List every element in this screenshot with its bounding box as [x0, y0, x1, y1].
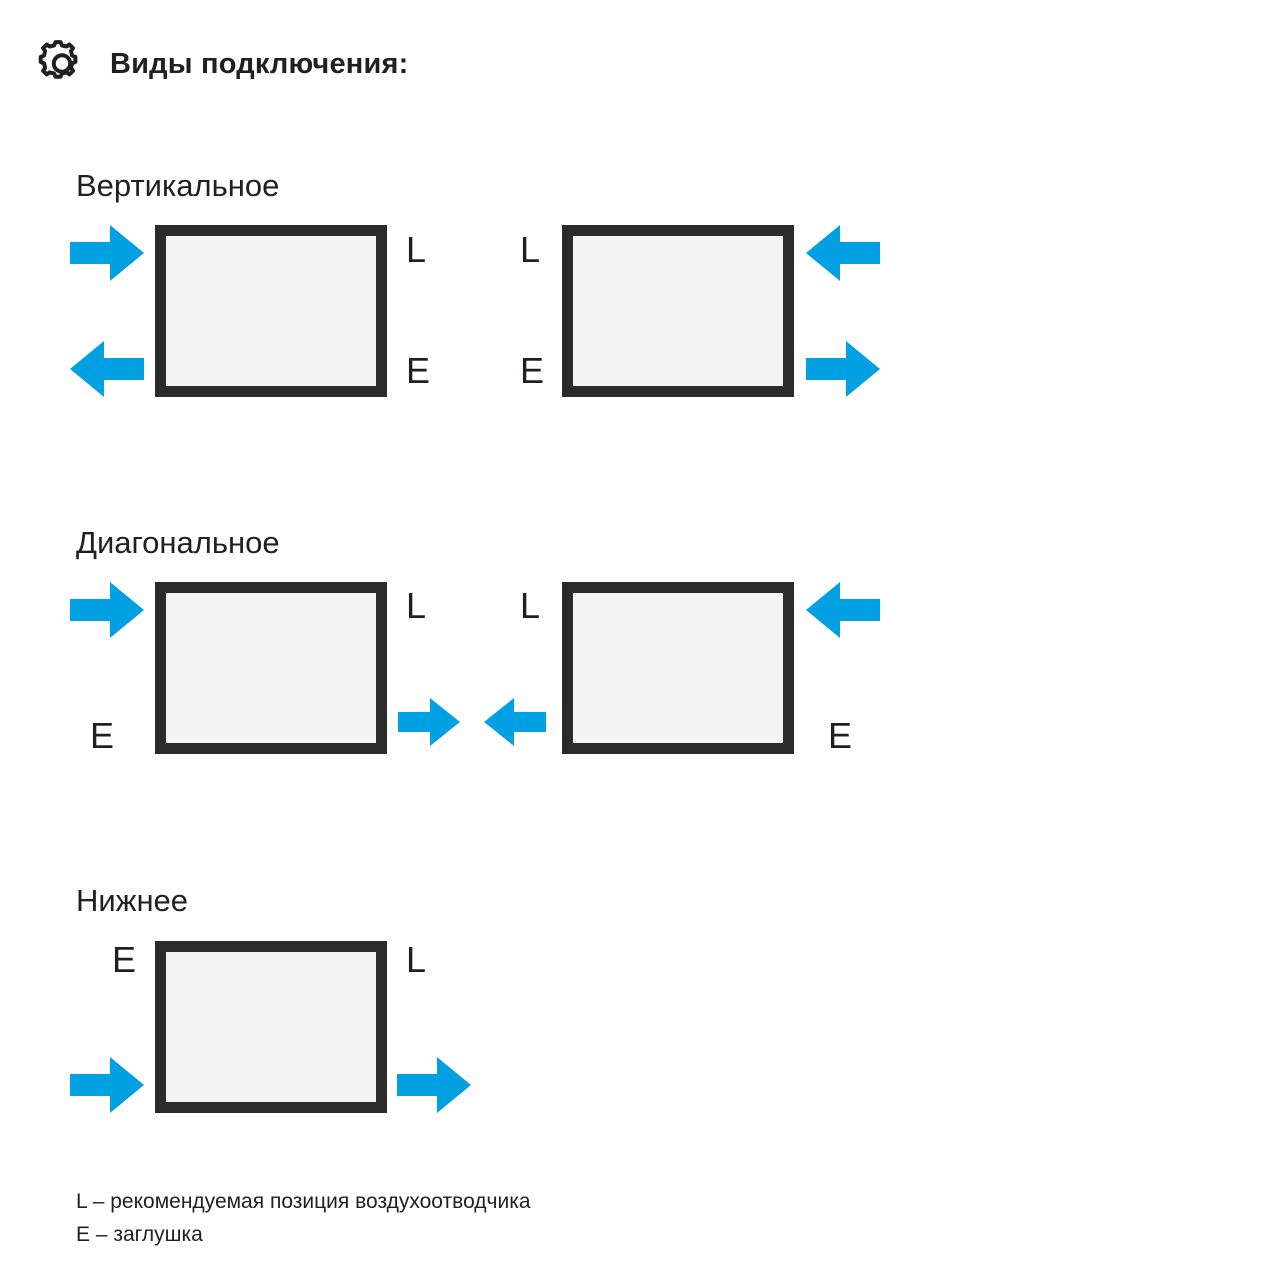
arrow-outlet-right-bottom: [397, 1057, 471, 1113]
label-E-vertical-right: E: [520, 350, 545, 391]
arrow-inlet-right-diagonal: [806, 582, 880, 638]
label-E-diagonal-right: E: [828, 715, 853, 756]
legend-line-L: L – рекомендуемая позиция воздухоотводчика: [76, 1190, 531, 1213]
arrow-outlet-left-vertical: [70, 341, 144, 397]
section-title-bottom: Нижнее: [76, 883, 189, 918]
legend-line-E: E – заглушка: [76, 1222, 203, 1246]
section-title-vertical: Вертикальное: [76, 168, 280, 203]
label-L-diagonal-left: L: [406, 585, 427, 626]
label-E-diagonal-left: E: [90, 715, 115, 756]
gear-icon: [36, 38, 88, 90]
arrow-inlet-left-diagonal: [70, 582, 144, 638]
label-L-bottom-right: L: [406, 939, 427, 980]
label-L-vertical-right: L: [520, 229, 541, 270]
label-E-bottom-left: E: [112, 939, 137, 980]
radiator-vertical-right: [562, 225, 794, 397]
arrow-outlet-right-vertical: [806, 341, 880, 397]
radiator-diagonal-left: [155, 582, 387, 754]
radiator-vertical-left: [155, 225, 387, 397]
arrow-inlet-left-vertical: [70, 225, 144, 281]
page-header: [36, 38, 409, 90]
label-E-vertical-left: E: [406, 350, 431, 391]
page-title: Виды подключения:: [110, 47, 409, 80]
section-title-diagonal: Диагональное: [76, 525, 280, 560]
arrow-inlet-left-bottom: [70, 1057, 144, 1113]
radiator-bottom: [155, 941, 387, 1113]
arrow-inlet-right-vertical: [806, 225, 880, 281]
arrow-outlet-left-diagonal: [484, 698, 546, 746]
radiator-diagonal-right: [562, 582, 794, 754]
arrow-outlet-right-diagonal: [398, 698, 460, 746]
label-L-diagonal-right: L: [520, 585, 541, 626]
legend: [76, 1186, 531, 1251]
label-L-vertical-left: L: [406, 229, 427, 270]
